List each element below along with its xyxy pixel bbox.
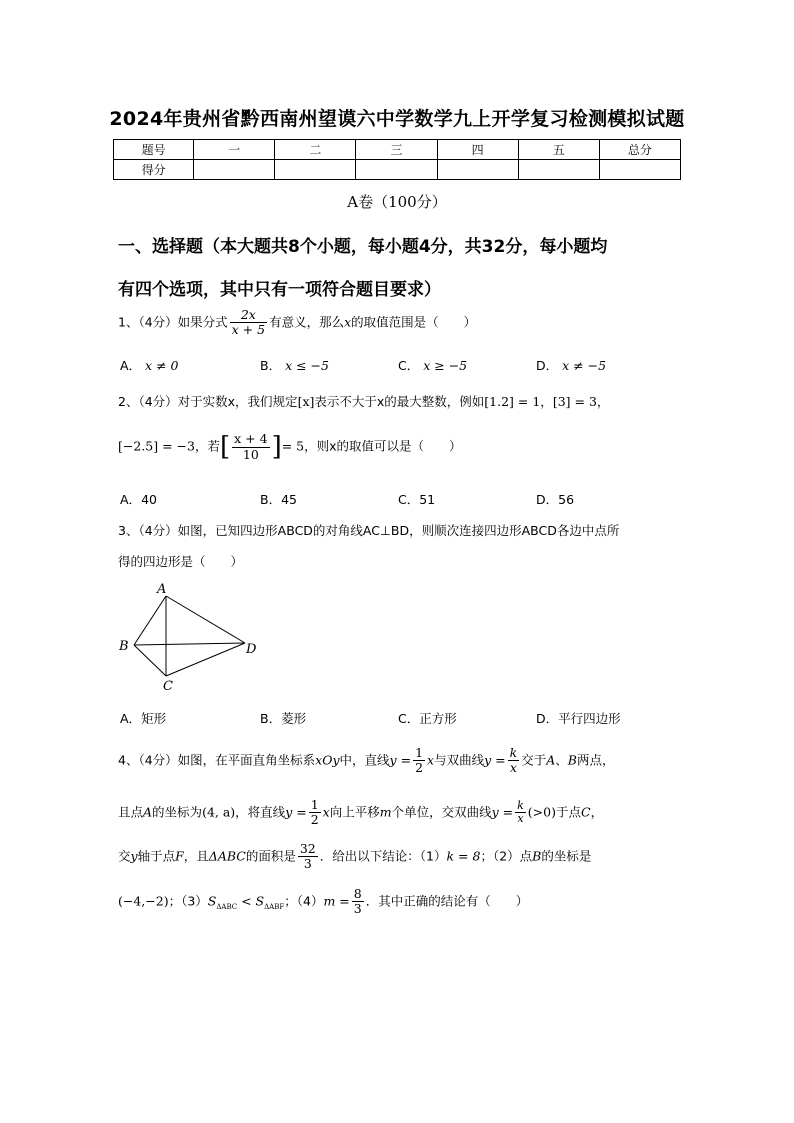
section-heading-line1: 一、选择题（本大题共8个小题，每小题4分，共32分，每小题均 xyxy=(118,237,608,257)
q4-subscript: ΔABC xyxy=(216,902,238,911)
q1-text: 的取值范围是（ ） xyxy=(351,314,477,330)
denominator: x xyxy=(509,760,517,776)
q1-text: 有意义，那么 xyxy=(269,314,345,330)
q1-numerator: 2x xyxy=(230,308,267,323)
table-cell: 题号 xyxy=(114,140,194,160)
q4-math: x xyxy=(322,804,330,820)
q3-option-c[interactable] xyxy=(398,709,457,727)
option-label: A． xyxy=(120,492,142,507)
q2-example: [1.2] = 1 xyxy=(484,394,541,409)
q2-example: [3] = 3 xyxy=(552,394,597,409)
option-text: 51 xyxy=(419,492,436,507)
option-label: B． xyxy=(260,358,282,373)
question-4-line1 xyxy=(118,746,614,776)
option-text: 矩形 xyxy=(141,711,167,726)
q4-math: B xyxy=(567,752,577,768)
option-label: D． xyxy=(536,711,559,726)
q4-text: ， xyxy=(590,804,604,820)
q4-math: A xyxy=(546,752,556,768)
q4-fraction xyxy=(508,746,520,776)
table-cell-empty xyxy=(437,160,518,180)
q4-math: A xyxy=(143,804,153,820)
q3-option-b[interactable] xyxy=(260,709,306,727)
option-label: D． xyxy=(536,492,559,507)
q4-text: 两点， xyxy=(576,752,615,768)
q4-text: 向上平移 xyxy=(329,804,380,820)
q4-math: y = xyxy=(484,752,506,768)
q2-option-b[interactable] xyxy=(260,490,297,508)
q4-subscript: ΔABF xyxy=(264,902,285,911)
q3-option-d[interactable] xyxy=(536,709,621,727)
score-table-score-row xyxy=(114,160,681,180)
q4-math: k = 8 xyxy=(446,848,481,864)
diagonal-bd xyxy=(134,643,245,645)
q4-text: ，且 xyxy=(183,848,209,864)
question-3-line2: 得的四边形是（ ） xyxy=(118,554,244,569)
denominator: x xyxy=(517,812,524,826)
volume-heading: A卷（100分） xyxy=(347,193,447,211)
q4-math: (>0) xyxy=(527,804,556,820)
option-label: D． xyxy=(536,358,559,373)
table-cell-empty xyxy=(356,160,437,180)
q4-fraction xyxy=(298,842,318,872)
edge-ab xyxy=(134,596,166,645)
q4-text: 4、（4分）如图，在平面直角坐标系 xyxy=(118,752,316,768)
q4-math: m xyxy=(379,804,392,820)
q4-text: ．其中正确的结论有（ ） xyxy=(365,893,529,909)
score-table xyxy=(113,139,681,180)
option-math: x ≥ −5 xyxy=(423,358,468,373)
q4-text: 的面积是 xyxy=(245,848,296,864)
question-4-line2 xyxy=(118,798,603,828)
q2-example: [−2.5] = −3 xyxy=(118,438,195,454)
table-cell: 三 xyxy=(356,140,437,160)
q2-text: 表示不大于x的最大整数，例如 xyxy=(314,394,485,409)
score-table-header-row xyxy=(114,140,681,160)
q4-math: B xyxy=(532,848,542,864)
q4-text: ，将直线 xyxy=(235,804,286,820)
question-4-line3 xyxy=(118,842,591,872)
q2-bracket: [x] xyxy=(297,394,315,409)
bracket-left-glyph: [ xyxy=(219,432,231,462)
bracket-right-glyph: ] xyxy=(271,432,282,462)
q4-text: ；（4） xyxy=(284,893,324,909)
q4-math: xOy xyxy=(315,752,340,768)
q4-math: S xyxy=(207,893,217,909)
numerator: 1 xyxy=(415,745,424,760)
table-cell: 得分 xyxy=(114,160,194,180)
q4-math: F xyxy=(175,848,184,864)
q4-text: 个单位，交双曲线 xyxy=(391,804,492,820)
quadrilateral-figure xyxy=(112,580,272,695)
option-label: C． xyxy=(398,358,420,373)
q2-fraction xyxy=(232,432,269,462)
q3-option-a[interactable] xyxy=(120,709,166,727)
table-cell: 四 xyxy=(437,140,518,160)
option-label: C． xyxy=(398,711,420,726)
option-text: 菱形 xyxy=(281,711,307,726)
q2-numerator: x + 4 xyxy=(234,431,268,447)
q1-var: x xyxy=(344,314,352,330)
option-label: A． xyxy=(120,358,142,373)
q4-math: (−4,−2) xyxy=(118,893,169,909)
table-cell: 总分 xyxy=(599,140,680,160)
numerator: 32 xyxy=(299,841,316,856)
vertex-label-d: D xyxy=(246,642,257,657)
option-label: B． xyxy=(260,711,282,726)
option-text: 正方形 xyxy=(419,711,457,726)
q1-fraction xyxy=(230,308,267,338)
edge-cd xyxy=(166,643,245,676)
numerator: k xyxy=(509,745,518,760)
q4-math: y = xyxy=(389,752,412,768)
q2-text: ，若 xyxy=(194,438,220,454)
q1-option-c[interactable] xyxy=(398,356,467,374)
q4-math: y xyxy=(130,848,138,864)
option-label: B． xyxy=(260,492,282,507)
q4-text: 、 xyxy=(555,752,568,768)
denominator: 2 xyxy=(310,812,319,828)
denominator: 3 xyxy=(353,901,362,917)
q4-fraction xyxy=(413,746,425,776)
vertex-label-b: B xyxy=(119,639,129,654)
q4-fraction xyxy=(309,798,321,828)
q2-option-c[interactable] xyxy=(398,490,435,508)
q4-text: ；（3） xyxy=(168,893,208,909)
q4-text: 中，直线 xyxy=(339,752,390,768)
q4-fraction xyxy=(515,800,526,826)
q4-math: C xyxy=(581,804,591,820)
exam-title: 2024年贵州省黔西南州望谟六中学数学九上开学复习检测模拟试题 xyxy=(109,108,685,130)
q4-math: < xyxy=(237,893,256,909)
q4-text: 交于 xyxy=(521,752,547,768)
denominator: 3 xyxy=(303,856,312,872)
option-text: 45 xyxy=(281,492,297,507)
numerator: 1 xyxy=(310,797,319,812)
q4-math: S xyxy=(255,893,265,909)
q4-text: 且点 xyxy=(118,804,144,820)
option-math: x ≤ −5 xyxy=(285,358,329,373)
table-cell-empty xyxy=(599,160,680,180)
q2-option-d[interactable] xyxy=(536,490,574,508)
q4-math: y = xyxy=(491,804,514,820)
q4-text: 的坐标为 xyxy=(152,804,203,820)
q1-option-a[interactable] xyxy=(120,356,178,374)
q1-denominator: x + 5 xyxy=(231,322,266,338)
table-cell-empty xyxy=(518,160,599,180)
table-cell-empty xyxy=(194,160,275,180)
q1-option-b[interactable] xyxy=(260,356,329,374)
option-text: 平行四边形 xyxy=(558,711,621,726)
q4-text: 的坐标是 xyxy=(541,848,592,864)
denominator: 2 xyxy=(415,760,424,776)
q2-text: 2、（4分）对于实数x，我们规定 xyxy=(118,394,298,409)
table-cell: 一 xyxy=(194,140,275,160)
q4-text: ．给出以下结论：（1） xyxy=(319,848,447,864)
q4-math: y = xyxy=(285,804,307,820)
q2-text: ，则x的取值可以是（ ） xyxy=(304,438,462,454)
numerator: 8 xyxy=(353,886,362,901)
q4-math: ΔABC xyxy=(208,848,246,864)
question-2-line1 xyxy=(118,392,609,410)
question-2-line2 xyxy=(118,432,462,462)
option-text: 40 xyxy=(141,492,157,507)
vertex-label-c: C xyxy=(163,679,173,694)
q4-text: 与双曲线 xyxy=(434,752,485,768)
q4-text: 交 xyxy=(118,848,131,864)
q4-math: (4, a) xyxy=(202,804,236,820)
table-cell-empty xyxy=(275,160,356,180)
q2-text: ， xyxy=(596,394,610,409)
question-3-line1: 3、（4分）如图，已知四边形ABCD的对角线AC⊥BD，则顺次连接四边形ABCD各边中点所 xyxy=(118,523,620,538)
option-label: A． xyxy=(120,711,142,726)
edge-bc xyxy=(134,645,166,676)
table-cell: 五 xyxy=(518,140,599,160)
option-text: 56 xyxy=(558,492,575,507)
q4-math: m = xyxy=(323,893,350,909)
q4-text: 轴于点 xyxy=(137,848,176,864)
q4-math: x xyxy=(427,752,435,768)
q2-denominator: 10 xyxy=(242,446,259,462)
q4-fraction xyxy=(352,887,364,917)
option-math: x ≠ −5 xyxy=(562,358,607,373)
numerator: k xyxy=(517,798,524,812)
q2-text: ， xyxy=(540,394,553,409)
option-math: x ≠ 0 xyxy=(145,358,179,373)
q1-prefix: 1、（4分）如果分式 xyxy=(118,314,228,330)
edge-ad xyxy=(166,596,245,643)
section-heading-line2: 有四个选项，其中只有一项符合题目要求） xyxy=(118,280,441,300)
question-1 xyxy=(118,308,476,338)
q1-option-d[interactable] xyxy=(536,356,606,374)
option-label: C． xyxy=(398,492,420,507)
table-cell: 二 xyxy=(275,140,356,160)
vertex-label-a: A xyxy=(157,582,167,597)
q2-option-a[interactable] xyxy=(120,490,157,508)
question-4-line4 xyxy=(118,887,528,917)
q4-text: ；（2）点 xyxy=(480,848,533,864)
q2-equals: = 5 xyxy=(281,438,305,454)
q4-text: 于点 xyxy=(555,804,581,820)
